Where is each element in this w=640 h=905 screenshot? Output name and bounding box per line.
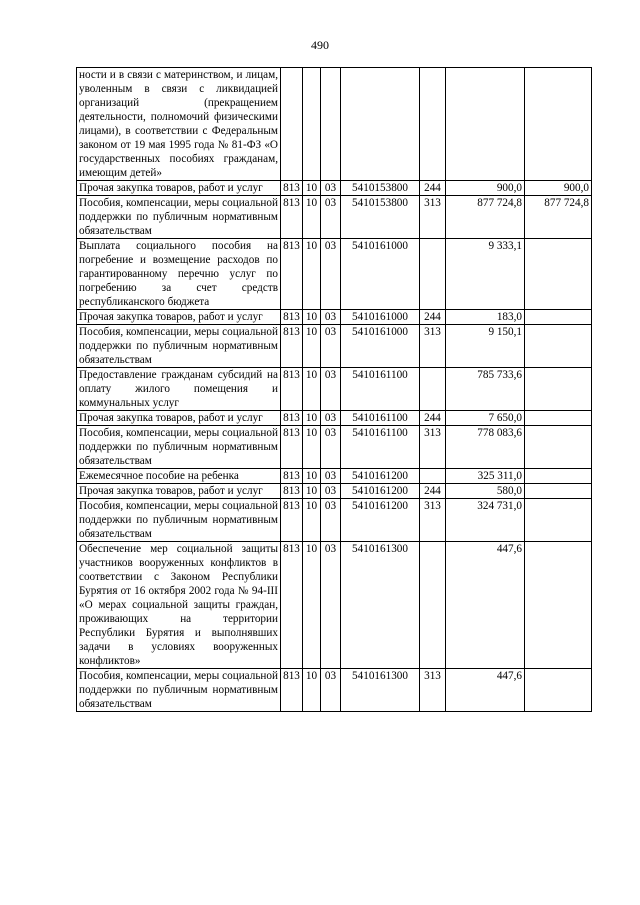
ministry-code: 813 — [281, 426, 303, 469]
table-row — [77, 325, 592, 368]
amount-1: 778 083,6 — [446, 426, 525, 469]
expense-type-code — [420, 239, 446, 310]
table-row — [77, 542, 592, 669]
table-row — [77, 196, 592, 239]
section-code: 10 — [303, 411, 321, 426]
ministry-code: 813 — [281, 669, 303, 712]
target-article-code: 5410161200 — [341, 484, 420, 499]
row-description: ности и в связи с материнством, и лицам, уволенным в связи с ликвидацией организаций (прекращением деятельности, полномочий физическими лицами), в соответствии с Федеральным законом от 19 мая 1995 года № 81-ФЗ «О государственных пособиях гражданам, имеющим детей» — [77, 68, 281, 181]
section-code: 10 — [303, 325, 321, 368]
section-code: 10 — [303, 239, 321, 310]
amount-1: 9 150,1 — [446, 325, 525, 368]
amount-2: 900,0 — [525, 181, 592, 196]
ministry-code: 813 — [281, 484, 303, 499]
amount-2 — [525, 411, 592, 426]
amount-2 — [525, 499, 592, 542]
table-row — [77, 669, 592, 712]
row-description: Прочая закупка товаров, работ и услуг — [77, 181, 281, 196]
row-description: Обеспечение мер социальной защиты участников вооруженных конфликтов в соответствии с Законом Республики Бурятия от 16 октября 2002 года № 94-III «О мерах социальной защиты граждан, проживающих на территории Республики Бурятия и выполнявших задачи в условиях вооруженных конфликтов» — [77, 542, 281, 669]
amount-1: 7 650,0 — [446, 411, 525, 426]
target-article-code: 5410153800 — [341, 196, 420, 239]
section-code: 10 — [303, 469, 321, 484]
subsection-code: 03 — [321, 469, 341, 484]
ministry-code — [281, 68, 303, 181]
amount-2 — [525, 669, 592, 712]
subsection-code: 03 — [321, 542, 341, 669]
table-row — [77, 310, 592, 325]
ministry-code: 813 — [281, 325, 303, 368]
subsection-code: 03 — [321, 325, 341, 368]
row-description: Выплата социального пособия на погребение и возмещение расходов по гарантированному перечню услуг по погребению за счет средств республиканского бюджета — [77, 239, 281, 310]
amount-1: 447,6 — [446, 542, 525, 669]
target-article-code: 5410161300 — [341, 669, 420, 712]
amount-1: 9 333,1 — [446, 239, 525, 310]
section-code: 10 — [303, 542, 321, 669]
expense-type-code — [420, 68, 446, 181]
expense-type-code — [420, 542, 446, 669]
row-description: Пособия, компенсации, меры социальной поддержки по публичным нормативным обязательствам — [77, 325, 281, 368]
amount-2 — [525, 542, 592, 669]
amount-1: 785 733,6 — [446, 368, 525, 411]
section-code: 10 — [303, 669, 321, 712]
expense-type-code: 244 — [420, 484, 446, 499]
table-row — [77, 181, 592, 196]
target-article-code: 5410161100 — [341, 411, 420, 426]
amount-1: 325 311,0 — [446, 469, 525, 484]
amount-1: 447,6 — [446, 669, 525, 712]
target-article-code: 5410161000 — [341, 239, 420, 310]
target-article-code: 5410161100 — [341, 426, 420, 469]
expense-type-code: 313 — [420, 669, 446, 712]
row-description: Ежемесячное пособие на ребенка — [77, 469, 281, 484]
amount-2 — [525, 325, 592, 368]
subsection-code: 03 — [321, 368, 341, 411]
section-code: 10 — [303, 181, 321, 196]
amount-1: 183,0 — [446, 310, 525, 325]
ministry-code: 813 — [281, 542, 303, 669]
expense-type-code: 313 — [420, 499, 446, 542]
target-article-code — [341, 68, 420, 181]
section-code: 10 — [303, 484, 321, 499]
subsection-code: 03 — [321, 669, 341, 712]
target-article-code: 5410161300 — [341, 542, 420, 669]
target-article-code: 5410161100 — [341, 368, 420, 411]
amount-1: 324 731,0 — [446, 499, 525, 542]
amount-1 — [446, 68, 525, 181]
table-row — [77, 484, 592, 499]
target-article-code: 5410161200 — [341, 469, 420, 484]
amount-2 — [525, 484, 592, 499]
table-row — [77, 239, 592, 310]
target-article-code: 5410153800 — [341, 181, 420, 196]
table-row — [77, 368, 592, 411]
ministry-code: 813 — [281, 196, 303, 239]
subsection-code: 03 — [321, 499, 341, 542]
budget-table — [76, 67, 592, 712]
expense-type-code: 244 — [420, 181, 446, 196]
section-code: 10 — [303, 499, 321, 542]
section-code: 10 — [303, 196, 321, 239]
ministry-code: 813 — [281, 499, 303, 542]
table-row — [77, 426, 592, 469]
subsection-code: 03 — [321, 411, 341, 426]
table-row — [77, 411, 592, 426]
amount-1: 900,0 — [446, 181, 525, 196]
amount-2 — [525, 310, 592, 325]
section-code: 10 — [303, 426, 321, 469]
table-row — [77, 499, 592, 542]
ministry-code: 813 — [281, 469, 303, 484]
expense-type-code — [420, 469, 446, 484]
section-code: 10 — [303, 310, 321, 325]
target-article-code: 5410161000 — [341, 325, 420, 368]
expense-type-code: 313 — [420, 426, 446, 469]
subsection-code: 03 — [321, 181, 341, 196]
row-description: Прочая закупка товаров, работ и услуг — [77, 411, 281, 426]
expense-type-code: 244 — [420, 310, 446, 325]
row-description: Пособия, компенсации, меры социальной поддержки по публичным нормативным обязательствам — [77, 669, 281, 712]
ministry-code: 813 — [281, 411, 303, 426]
amount-1: 877 724,8 — [446, 196, 525, 239]
subsection-code: 03 — [321, 239, 341, 310]
amount-2 — [525, 68, 592, 181]
expense-type-code: 244 — [420, 411, 446, 426]
section-code — [303, 68, 321, 181]
amount-2 — [525, 239, 592, 310]
amount-2 — [525, 368, 592, 411]
page-number: 490 — [311, 38, 329, 52]
amount-2: 877 724,8 — [525, 196, 592, 239]
subsection-code — [321, 68, 341, 181]
row-description: Прочая закупка товаров, работ и услуг — [77, 484, 281, 499]
expense-type-code: 313 — [420, 325, 446, 368]
target-article-code: 5410161200 — [341, 499, 420, 542]
ministry-code: 813 — [281, 368, 303, 411]
table-row — [77, 469, 592, 484]
row-description: Предоставление гражданам субсидий на оплату жилого помещения и коммунальных услуг — [77, 368, 281, 411]
ministry-code: 813 — [281, 239, 303, 310]
target-article-code: 5410161000 — [341, 310, 420, 325]
table-row — [77, 68, 592, 181]
subsection-code: 03 — [321, 484, 341, 499]
subsection-code: 03 — [321, 310, 341, 325]
ministry-code: 813 — [281, 181, 303, 196]
amount-2 — [525, 469, 592, 484]
row-description: Пособия, компенсации, меры социальной поддержки по публичным нормативным обязательствам — [77, 499, 281, 542]
row-description: Пособия, компенсации, меры социальной поддержки по публичным нормативным обязательствам — [77, 196, 281, 239]
row-description: Пособия, компенсации, меры социальной поддержки по публичным нормативным обязательствам — [77, 426, 281, 469]
row-description: Прочая закупка товаров, работ и услуг — [77, 310, 281, 325]
amount-2 — [525, 426, 592, 469]
subsection-code: 03 — [321, 426, 341, 469]
ministry-code: 813 — [281, 310, 303, 325]
expense-type-code — [420, 368, 446, 411]
amount-1: 580,0 — [446, 484, 525, 499]
expense-type-code: 313 — [420, 196, 446, 239]
subsection-code: 03 — [321, 196, 341, 239]
section-code: 10 — [303, 368, 321, 411]
